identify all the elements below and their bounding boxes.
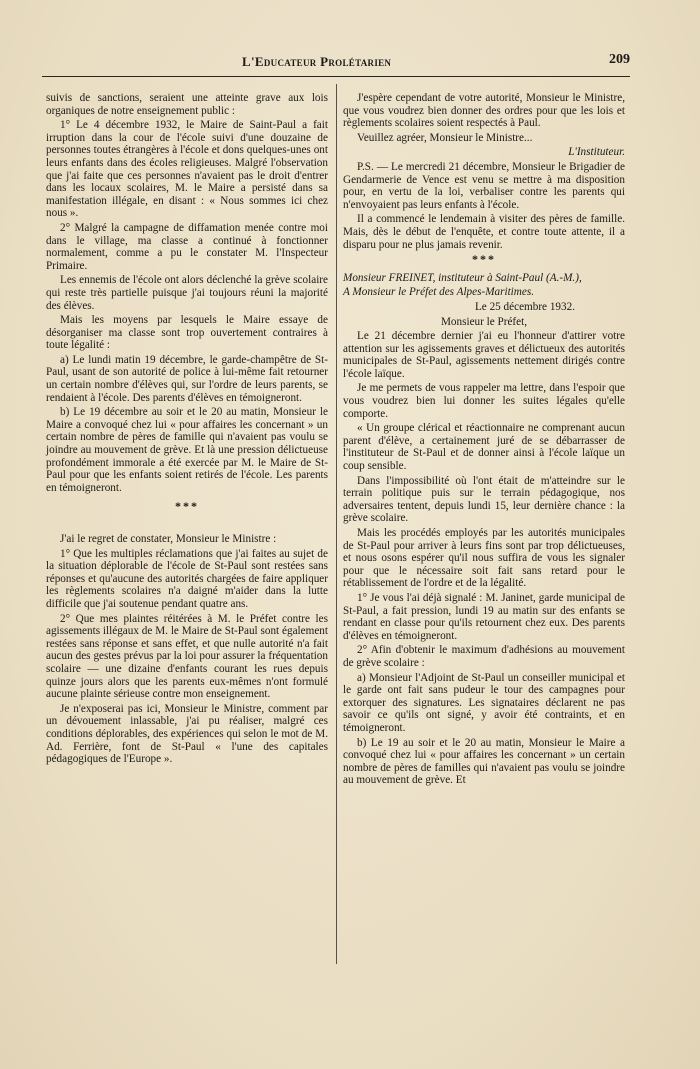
paragraph: Je n'exposerai pas ici, Monsieur le Ministre, comment par un dévouement inlassable, j'ai pu réaliser, malgré ces conditions déplorables, des expériences qui selon le mot de M. Ad. Ferrière, font de St-Paul « l'une des capitales pédagogiques de l'Europe ». xyxy=(46,702,328,766)
paragraph: J'espère cependant de votre autorité, Monsieur le Ministre, que vous voudrez bien donner des ordres pour que les lois et règlements scolaires soient respectés à Paul. xyxy=(343,92,625,130)
running-header xyxy=(42,50,630,74)
paragraph: Le 21 décembre dernier j'ai eu l'honneur d'attirer votre attention sur les agissements graves et délictueux des autorités municipales de St-Paul, agissements nettement dirigés contre l'école laïque. xyxy=(343,330,625,380)
paragraph: 2° Afin d'obtenir le maximum d'adhésions au mouvement de grève scolaire : xyxy=(343,644,625,669)
paragraph: Mais les procédés employés par les autorités municipales de St-Paul pour arriver à leurs fins sont par trop délictueuses, et nous osons espérer qu'il nous suffira de vous les signaler pour que le nécessaire soit fait sans retard pour le rétablissement de l'ordre et de la légalité. xyxy=(343,527,625,590)
paragraph: b) Le 19 décembre au soir et le 20 au matin, Monsieur le Maire a convoqué chez lui « pour affaires les concernant » un certain nombre de pères de famille qui n'avaient pas voulu se joindre au mouvement de grève. Et là une pression délictueuse profondément immorale a été exercée par M. le Maire de St-Paul pour que les enfants soient retirés de l'école. Les parents en témoigneront. xyxy=(46,406,328,494)
right-column xyxy=(343,92,625,789)
paragraph: Veuillez agréer, Monsieur le Ministre... xyxy=(357,131,533,144)
letter-date: Le 25 décembre 1932. xyxy=(474,300,575,313)
header-rule xyxy=(42,76,630,77)
paragraph: Dans l'impossibilité où l'ont était de m'atteindre sur le terrain politique puis sur le terrain pédagogique, nos adversaires tentent, depuis lundi 15, leur dernière chance : la grève scolaire. xyxy=(343,474,625,525)
letter-salutation: Monsieur le Préfet, xyxy=(440,315,528,328)
letter-recipient: A Monsieur le Préfet des Alpes-Maritimes. xyxy=(343,286,534,299)
paragraph: a) Le lundi matin 19 décembre, le garde-champêtre de St-Paul, usant de son autorité de police à lui-même fait retourner un certain nombre d'élèves qui, sur l'ordre de leurs parents, se rendaient à l'école. Des parents d'élèves en témoigneront. xyxy=(46,353,328,404)
paragraph: Il a commencé le lendemain à visiter des pères de famille. Mais, dès le début de l'enquête, et contre toute attente, il a disparu pour ne plus jamais revenir. xyxy=(343,213,625,251)
paragraph: J'ai le regret de constater, Monsieur le Ministre : xyxy=(60,533,277,545)
paragraph: Mais les moyens par lesquels le Maire essaye de désorganiser ma classe sont trop ouvertement contraires à toute légalité : xyxy=(46,314,328,352)
paragraph: b) Le 19 au soir et le 20 au matin, Monsieur le Maire a convoqué chez lui « pour affaires les concernant » un certain nombre de pères de familles qui n'avaient pas voulu se joindre au mouvement de grève. Et xyxy=(343,736,625,787)
paragraph: a) Monsieur l'Adjoint de St-Paul un conseiller municipal et le garde ont fait sans pudeur le tour des campagnes pour extorquer des signatures. Les signataires déclarent ne pas savoir ce qu'ils ont signé, y avoir été contraints, et en témoigneront. xyxy=(343,671,625,734)
paragraph: suivis de sanctions, seraient une atteinte grave aux lois organiques de notre enseignement public : xyxy=(46,92,328,117)
section-separator: *** xyxy=(472,252,496,267)
paragraph: Je me permets de vous rappeler ma lettre, dans l'espoir que vous voudrez bien lui donner les suites légales qu'elle comporte. xyxy=(343,382,625,420)
section-separator: *** xyxy=(175,499,199,514)
paragraph: 1° Je vous l'ai déjà signalé : M. Janinet, garde municipal de St-Paul, a fait pression, lundi 19 au matin sur des enfants se rendant en classe pour qu'ils retournent chez eux. Des parents d'élèves en témoigneront. xyxy=(343,591,625,642)
paragraph: 1° Le 4 décembre 1932, le Maire de Saint-Paul a fait irruption dans la cour de l'école suivi d'une douzaine de personnes toutes étrangères à l'école et dons quelques-unes ont leurs enfants dans des écoles religieuses. Malgré l'observation que j'ai faite que ces personnes n'avaient pas le droit d'entrer dans les locaux scolaires, M. le Maire a persisté dans sa manifestation illégale, en disant : « Nous sommes ici chez nous ». xyxy=(46,119,328,220)
journal-title: L'Educateur Prolétarien xyxy=(242,54,392,69)
paragraph: Les ennemis de l'école ont alors déclenché la grève scolaire qui reste très partielle puisque j'ai toujours réuni la majorité des élèves. xyxy=(46,274,328,312)
paragraph: « Un groupe clérical et réactionnaire ne comprenant aucun parent d'élève, a certainement juré de se débarrasser de l'instituteur de St-Paul et de donner ainsi à l'école laïque un coup sensible. xyxy=(343,422,625,473)
letter-sender: Monsieur FREINET, instituteur à Saint-Paul (A.-M.), xyxy=(343,271,582,284)
left-column xyxy=(46,92,328,768)
paragraph: 1° Que les multiples réclamations que j'ai faites au sujet de la situation déplorable de l'école de St-Paul sont restées sans réponses et qu'aucune des autorités chargées de faire appliquer les règlements scolaires n'a daigné m'aider dans la lutte difficile que j'ai soutenue pendant quatre ans. xyxy=(46,547,328,610)
paragraph: P.S. — Le mercredi 21 décembre, Monsieur le Brigadier de Gendarmerie de Vence est venu se mettre à ma disposition pour, en vertu de la loi, verbaliser contre les parents qui n'envoyaient pas leurs enfants à l'école. xyxy=(343,160,625,211)
paragraph: 2° Que mes plaintes réitérées à M. le Préfet contre les agissements illégaux de M. le Maire de St-Paul sont également restées sans réponse et sans effet, et que nulle autorité n'a fait aucun des gestes prévus par la loi pour assurer la fréquentation scolaire — une dizaine d'enfants courant les rues depuis quinze jours alors que les parents eux-mêmes n'ont formulé aucune plainte sérieuse contre mon enseignement. xyxy=(46,612,328,701)
paragraph: 2° Malgré la campagne de diffamation menée contre moi dans le village, ma classe a continué à fonctionner normalement, comme a pu le constater M. l'Inspecteur Primaire. xyxy=(46,221,328,272)
page-number: 209 xyxy=(609,52,630,67)
signature: L'Instituteur. xyxy=(568,146,625,159)
column-divider xyxy=(336,84,337,964)
